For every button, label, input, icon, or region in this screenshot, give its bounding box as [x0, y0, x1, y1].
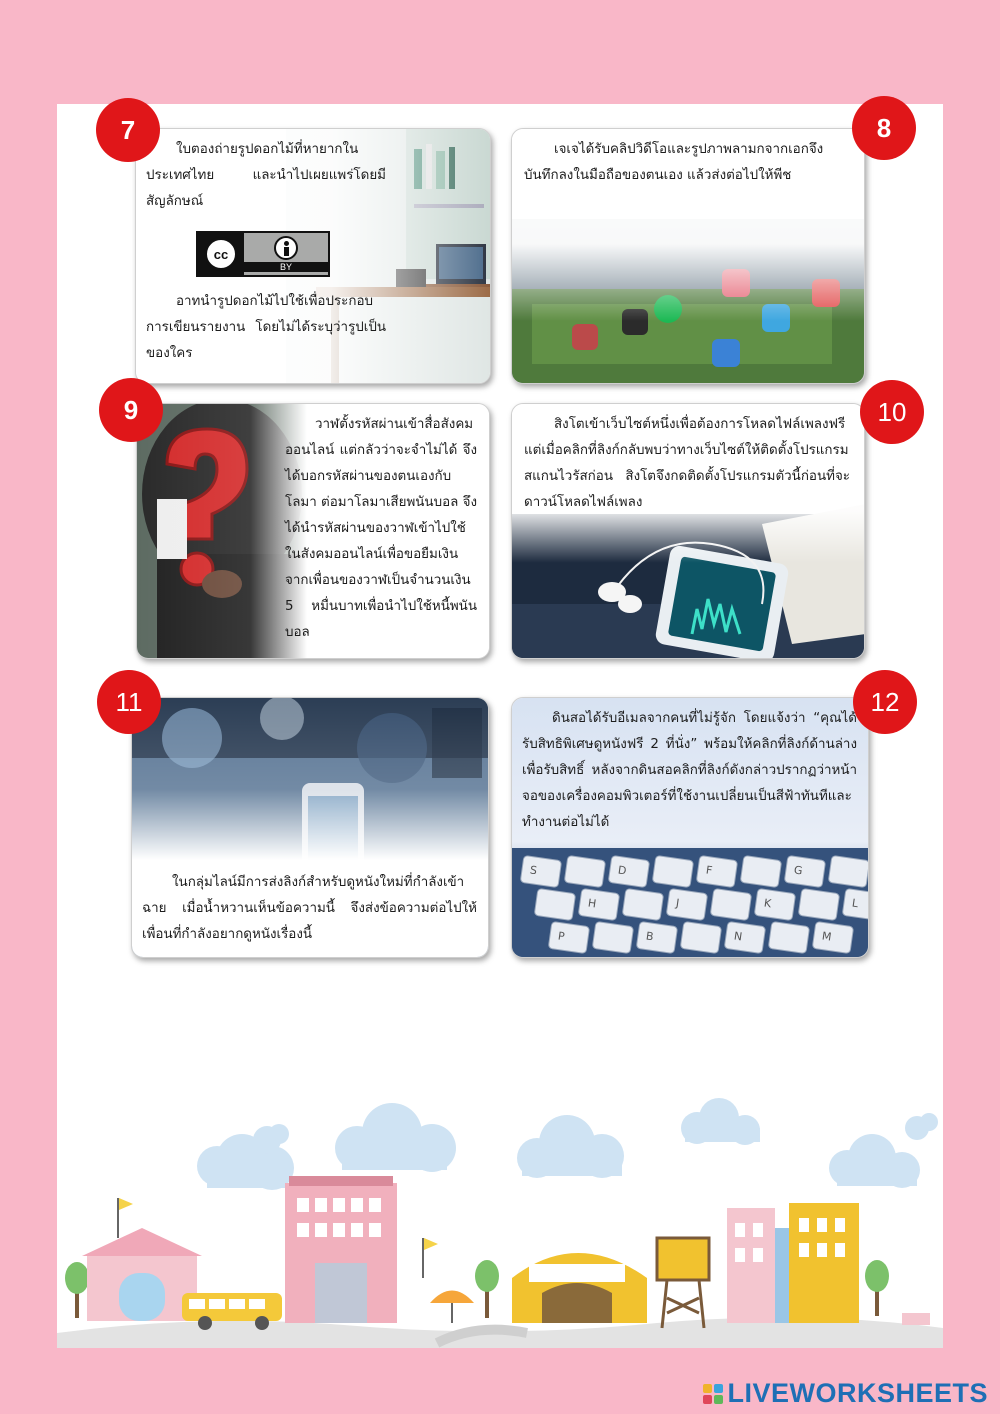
- keyboard-key: [578, 888, 619, 920]
- keyboard-key: [520, 855, 561, 887]
- scenario-number-10: 10: [860, 380, 924, 444]
- scenario-card-10: [511, 403, 865, 659]
- scenario-card-7: [135, 128, 491, 384]
- keyboard-key: [666, 888, 707, 920]
- keyboard-key-label: D: [617, 863, 628, 878]
- keyboard-key-label: S: [529, 863, 538, 878]
- scenario-text: สิงโตเข้าเว็บไซต์หนึ่งเพื่อต้องการโหลดไฟล์เพลงฟรี แต่เมื่อคลิกที่ลิงก์กลับพบว่าทางเว็บไซต์ให้ติดตั้งโปรแกรมสแกนไวรัสก่อน สิงโตจึงกดติดตั้งโปรแกรมตัวนี้ก่อนที่จะดาวน์โหลดไฟล์เพลง: [524, 417, 850, 510]
- brand-name: LIVEWORKSHEETS: [727, 1378, 988, 1408]
- keyboard-key-label: K: [763, 896, 773, 911]
- keyboard-key: [754, 888, 795, 920]
- keyboard-key-label: L: [851, 896, 860, 911]
- scenario-number-11: 11: [97, 670, 161, 734]
- liveworksheets-icon: [703, 1384, 723, 1404]
- scenario-text: ใบตองถ่ายรูปดอกไม้ที่หายากในประเทศไทย และนำไปเผยแพร่โดยมีสัญลักษณ์: [146, 142, 386, 209]
- scenario-card-11: [131, 697, 489, 958]
- keyboard-key: [828, 855, 869, 887]
- keyboard-key-label: M: [821, 929, 833, 944]
- keyboard-key-label: G: [793, 863, 804, 878]
- keyboard-key: [740, 855, 781, 887]
- creative-commons-icon: [198, 231, 244, 277]
- scenario-card-8: [511, 128, 865, 384]
- keyboard-key: [768, 921, 809, 953]
- scenario-number-7: 7: [96, 98, 160, 162]
- keyboard-key: [622, 888, 663, 920]
- keyboard-key-label: N: [733, 929, 744, 944]
- cc-label: cc: [204, 237, 238, 271]
- scenario-card-12: [511, 697, 869, 958]
- scenario-card-9: [136, 403, 490, 659]
- scenario-number-12: 12: [853, 670, 917, 734]
- keyboard-key: [608, 855, 649, 887]
- attribution-icon: [274, 236, 298, 260]
- scenario-number-9: 9: [99, 378, 163, 442]
- keyboard-key-label: H: [587, 896, 598, 911]
- keyboard-key: [784, 855, 825, 887]
- keyboard-key: [724, 921, 765, 953]
- scenario-text: ในกลุ่มไลน์มีการส่งลิงก์สำหรับดูหนังใหม่ที่กำลังเข้าฉาย เมื่อน้ำหวานเห็นข้อความนี้ จึงส่งข้อความต่อไปให้เพื่อนที่กำลังอยากดูหนังเรื่องนี้: [142, 875, 477, 942]
- keyboard-key: [534, 888, 575, 920]
- keyboard-key: [680, 921, 721, 953]
- liveworksheets-logo: [703, 1378, 988, 1409]
- keyboard-key-label: F: [705, 863, 714, 878]
- keyboard-key-label: P: [557, 929, 566, 944]
- keyboard-key: [798, 888, 839, 920]
- scenario-text: วาฬตั้งรหัสผ่านเข้าสื่อสังคมออนไลน์ แต่กลัวว่าจะจำไม่ได้ จึงได้บอกรหัสผ่านของตนเองกับโลมา ต่อมาโลมาเสียพนันบอล จึงได้นำรหัสผ่านของวาฬเข้าไปใช้ในสังคมออนไลน์เพื่อขอยืมเงินจากเพื่อนของวาฬเป็นจำนวนเงิน 5 หมื่นบาทเพื่อนำไปใช้หนี้พนันบอล: [285, 417, 477, 640]
- keyboard-key-label: J: [675, 896, 681, 910]
- keyboard-key: [812, 921, 853, 953]
- scenario-number-8: 8: [852, 96, 916, 160]
- keyboard-key: [592, 921, 633, 953]
- keyboard-key-label: B: [645, 929, 655, 944]
- scenario-text: เจเจได้รับคลิปวิดีโอและรูปภาพลามกจากเอกจึงบันทึกลงในมือถือของตนเอง แล้วส่งต่อไปให้พีช: [524, 142, 824, 183]
- keyboard-key: [696, 855, 737, 887]
- keyboard-key: [636, 921, 677, 953]
- keyboard-key: [652, 855, 693, 887]
- keyboard-key: [548, 921, 589, 953]
- keyboard-key: [564, 855, 605, 887]
- keyboard-key: [710, 888, 751, 920]
- cartoon-town-illustration: [57, 1088, 943, 1348]
- cc-by-license-badge: [196, 231, 330, 277]
- by-label: BY: [244, 262, 328, 272]
- scenario-text: ดินสอได้รับอีเมลจากคนที่ไม่รู้จัก โดยแจ้งว่า “คุณได้รับสิทธิพิเศษดูหนังฟรี 2 ที่นั่ง” พร้อมให้คลิกที่ลิงก์ด้านล่างเพื่อรับสิทธิ์ หลังจากดินสอคลิกที่ลิงก์ดังกล่าวปรากฏว่าหน้าจอของเครื่องคอมพิวเตอร์ที่ใช้งานเปลี่ยนเป็นสีฟ้าทันทีและทำงานต่อไม่ได้: [522, 711, 857, 830]
- scenario-text-continued: อาทนำรูปดอกไม้ไปใช้เพื่อประกอบการเขียนรายงาน โดยไม่ได้ระบุว่ารูปเป็นของใคร: [146, 294, 386, 361]
